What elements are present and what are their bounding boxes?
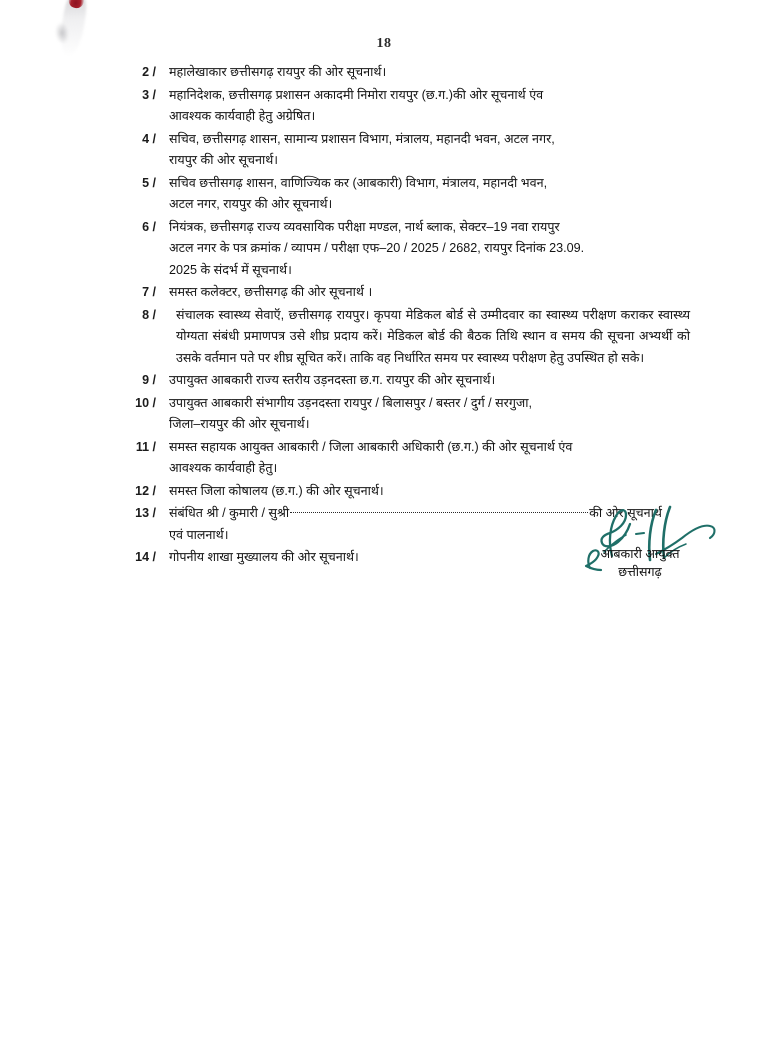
list-item-line: उपायुक्त आबकारी राज्य स्तरीय उड़नदस्ता छ.ग. रायपुर की ओर सूचनार्थ। [169,373,496,387]
list-item [120,437,690,480]
signature-block [560,494,740,590]
list-item-body [159,217,690,282]
list-item-number: 14 / [135,550,156,564]
list-item-line: नियंत्रक, छत्तीसगढ़ राज्य व्यवसायिक परीक्षा मण्डल, नार्थ ब्लाक, सेक्टर–19 नवा रायपुर [169,219,560,234]
list-item-body [159,62,690,84]
list-item [120,282,690,304]
list-item-line: महानिदेशक, छत्तीसगढ़ प्रशासन अकादमी निमोरा रायपुर (छ.ग.)की ओर सूचनार्थ एंव [169,87,544,102]
list-item-line: सचिव छत्तीसगढ़ शासन, वाणिज्यिक कर (आबकारी) विभाग, मंत्रालय, महानदी भवन, [169,175,548,190]
list-item-line: अटल नगर के पत्र क्रमांक / व्यापम / परीक्षा एफ–20 / 2025 / 2682, रायपुर दिनांक 23.09. [169,241,585,255]
list-item [120,305,690,370]
list-item-number: 3 / [142,87,156,102]
list-item-line: रायपुर की ओर सूचनार्थ। [169,153,279,167]
list-item-body [159,370,690,392]
list-item-body [159,282,690,304]
list-item-line: समस्त जिला कोषालय (छ.ग.) की ओर सूचनार्थ। [169,483,384,498]
list-item-body [159,85,690,128]
list-item [120,129,690,172]
list-item [120,173,690,216]
list-item-line: सचिव, छत्तीसगढ़ शासन, सामान्य प्रशासन विभाग, मंत्रालय, महानदी भवन, अटल नगर, [169,131,555,146]
list-item-line: महालेखाकार छत्तीसगढ़ रायपुर की ओर सूचनार्थ। [169,65,387,79]
list-item-number: 10 / [135,395,156,410]
list-item-line: उपायुक्त आबकारी संभागीय उड़नदस्ता रायपुर / बिलासपुर / बस्तर / दुर्ग / सरगुजा, [169,395,533,410]
list-item-body [159,305,690,370]
list-item [120,393,690,436]
list-item-line: अटल नगर, रायपुर की ओर सूचनार्थ। [169,197,333,211]
list-item-line: समस्त सहायक आयुक्त आबकारी / जिला आबकारी अधिकारी (छ.ग.) की ओर सूचनार्थ एंव [169,439,573,454]
list-item-line: आवश्यक कार्यवाही हेतु। [169,461,278,475]
list-item-line: गोपनीय शाखा मुख्यालय की ओर सूचनार्थ। [169,550,359,564]
list-item-line: आवश्यक कार्यवाही हेतु अग्रेषित। [169,109,316,123]
list-item-line-prefix: संबंधित श्री / कुमारी / सुश्री [169,506,290,520]
fill-in-blank-dotted-line[interactable] [290,512,588,513]
list-item-number: 13 / [135,506,156,520]
list-item-number: 6 / [142,219,156,234]
list-item-body [159,437,690,480]
list-item-line-suffix: की ओर सूचनार्थ [589,506,662,520]
list-item-number: 12 / [135,483,156,498]
list-item-number: 4 / [142,131,156,146]
list-item-number: 9 / [142,373,156,387]
list-item-number: 5 / [142,175,156,190]
handwritten-signature-icon [560,494,740,574]
list-item-paragraph: संचालक स्वास्थ्य सेवाऍ, छत्तीसगढ़ रायपुर। कृपया मेडिकल बोर्ड से उम्मीदवार का स्वास्थ्य परीक्षण कराकर स्वास्थ्य योग्यता संबंधी प्रमाणपत्र उसे शीघ्र प्रदाय करें। मेडिकल बोर्ड की बैठक तिथि स्थान व समय की सूचना अभ्यर्थी को उसके वर्तमान पते पर शीघ्र सूचित करें। ताकि वह निर्धारित समय पर स्वास्थ्य परीक्षण हेतु उपस्थित हो सके। [176,307,690,365]
list-item-line: जिला–रायपुर की ओर सूचनार्थ। [169,417,310,431]
list-item-line: एवं पालनार्थ। [169,527,229,542]
list-item-line: समस्त कलेक्टर, छत्तीसगढ़ की ओर सूचनार्थ । [169,285,373,299]
list-item-number: 8 / [142,307,156,322]
list-item-body [159,129,690,172]
list-item-number: 2 / [142,65,156,79]
signature-state: छत्तीसगढ़ [618,565,662,579]
list-item [120,370,690,392]
list-item-number: 7 / [142,285,156,299]
list-item [120,217,690,282]
signature-designation: आबकारी आयुक्त [600,547,680,561]
list-item-number: 11 / [135,439,156,454]
list-item [120,62,690,84]
list-item-line: 2025 के संदर्भ में सूचनार्थ। [169,262,292,277]
list-item [120,85,690,128]
list-item-body [159,173,690,216]
page-number: 18 [376,36,392,51]
list-item-body [159,393,690,436]
